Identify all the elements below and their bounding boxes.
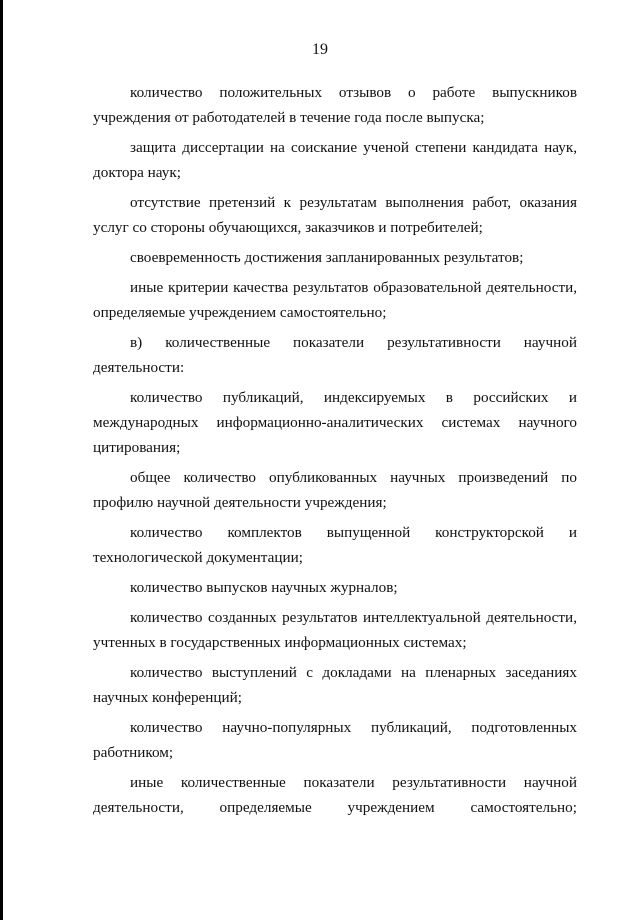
page-number: 19	[312, 41, 328, 58]
paragraph-science-indicators-heading: в) количественные показатели результативности научной деятельности:	[93, 334, 577, 376]
document-body	[93, 80, 577, 825]
paragraph-journal-issues: количество выпусков научных журналов;	[130, 579, 398, 596]
paragraph-popular-science: количество научно-популярных публикаций, подготовленных работником;	[93, 719, 577, 761]
paragraph-indexed-publications: количество публикаций, индексируемых в российских и международных информационно-аналитических системах научного цитирования;	[93, 389, 577, 456]
paragraph-plenary-talks: количество выступлений с докладами на пленарных заседаниях научных конференций;	[93, 664, 577, 706]
paragraph-published-works: общее количество опубликованных научных произведений по профилю научной деятельности учреждения;	[93, 469, 577, 511]
paragraph-timely-results: своевременность достижения запланированных результатов;	[130, 249, 524, 266]
paragraph-other-education-criteria: иные критерии качества результатов образовательной деятельности, определяемые учреждением самостоятельно;	[93, 279, 577, 321]
paragraph-intellectual-property: количество созданных результатов интеллектуальной деятельности, учтенных в государственных информационных системах;	[93, 609, 577, 651]
paragraph-design-documentation: количество комплектов выпущенной конструкторской и технологической документации;	[93, 524, 577, 566]
paragraph-dissertation-defense: защита диссертации на соискание ученой степени кандидата наук, доктора наук;	[93, 139, 577, 181]
paragraph-positive-feedback: количество положительных отзывов о работе выпускников учреждения от работодателей в течение года после выпуска;	[93, 84, 577, 126]
scan-edge	[0, 0, 3, 920]
paragraph-no-claims: отсутствие претензий к результатам выполнения работ, оказания услуг со стороны обучающихся, заказчиков и потребителей;	[93, 194, 577, 236]
paragraph-other-science-indicators: иные количественные показатели результативности научной деятельности, определяемые учреждением самостоятельно;	[93, 774, 577, 816]
